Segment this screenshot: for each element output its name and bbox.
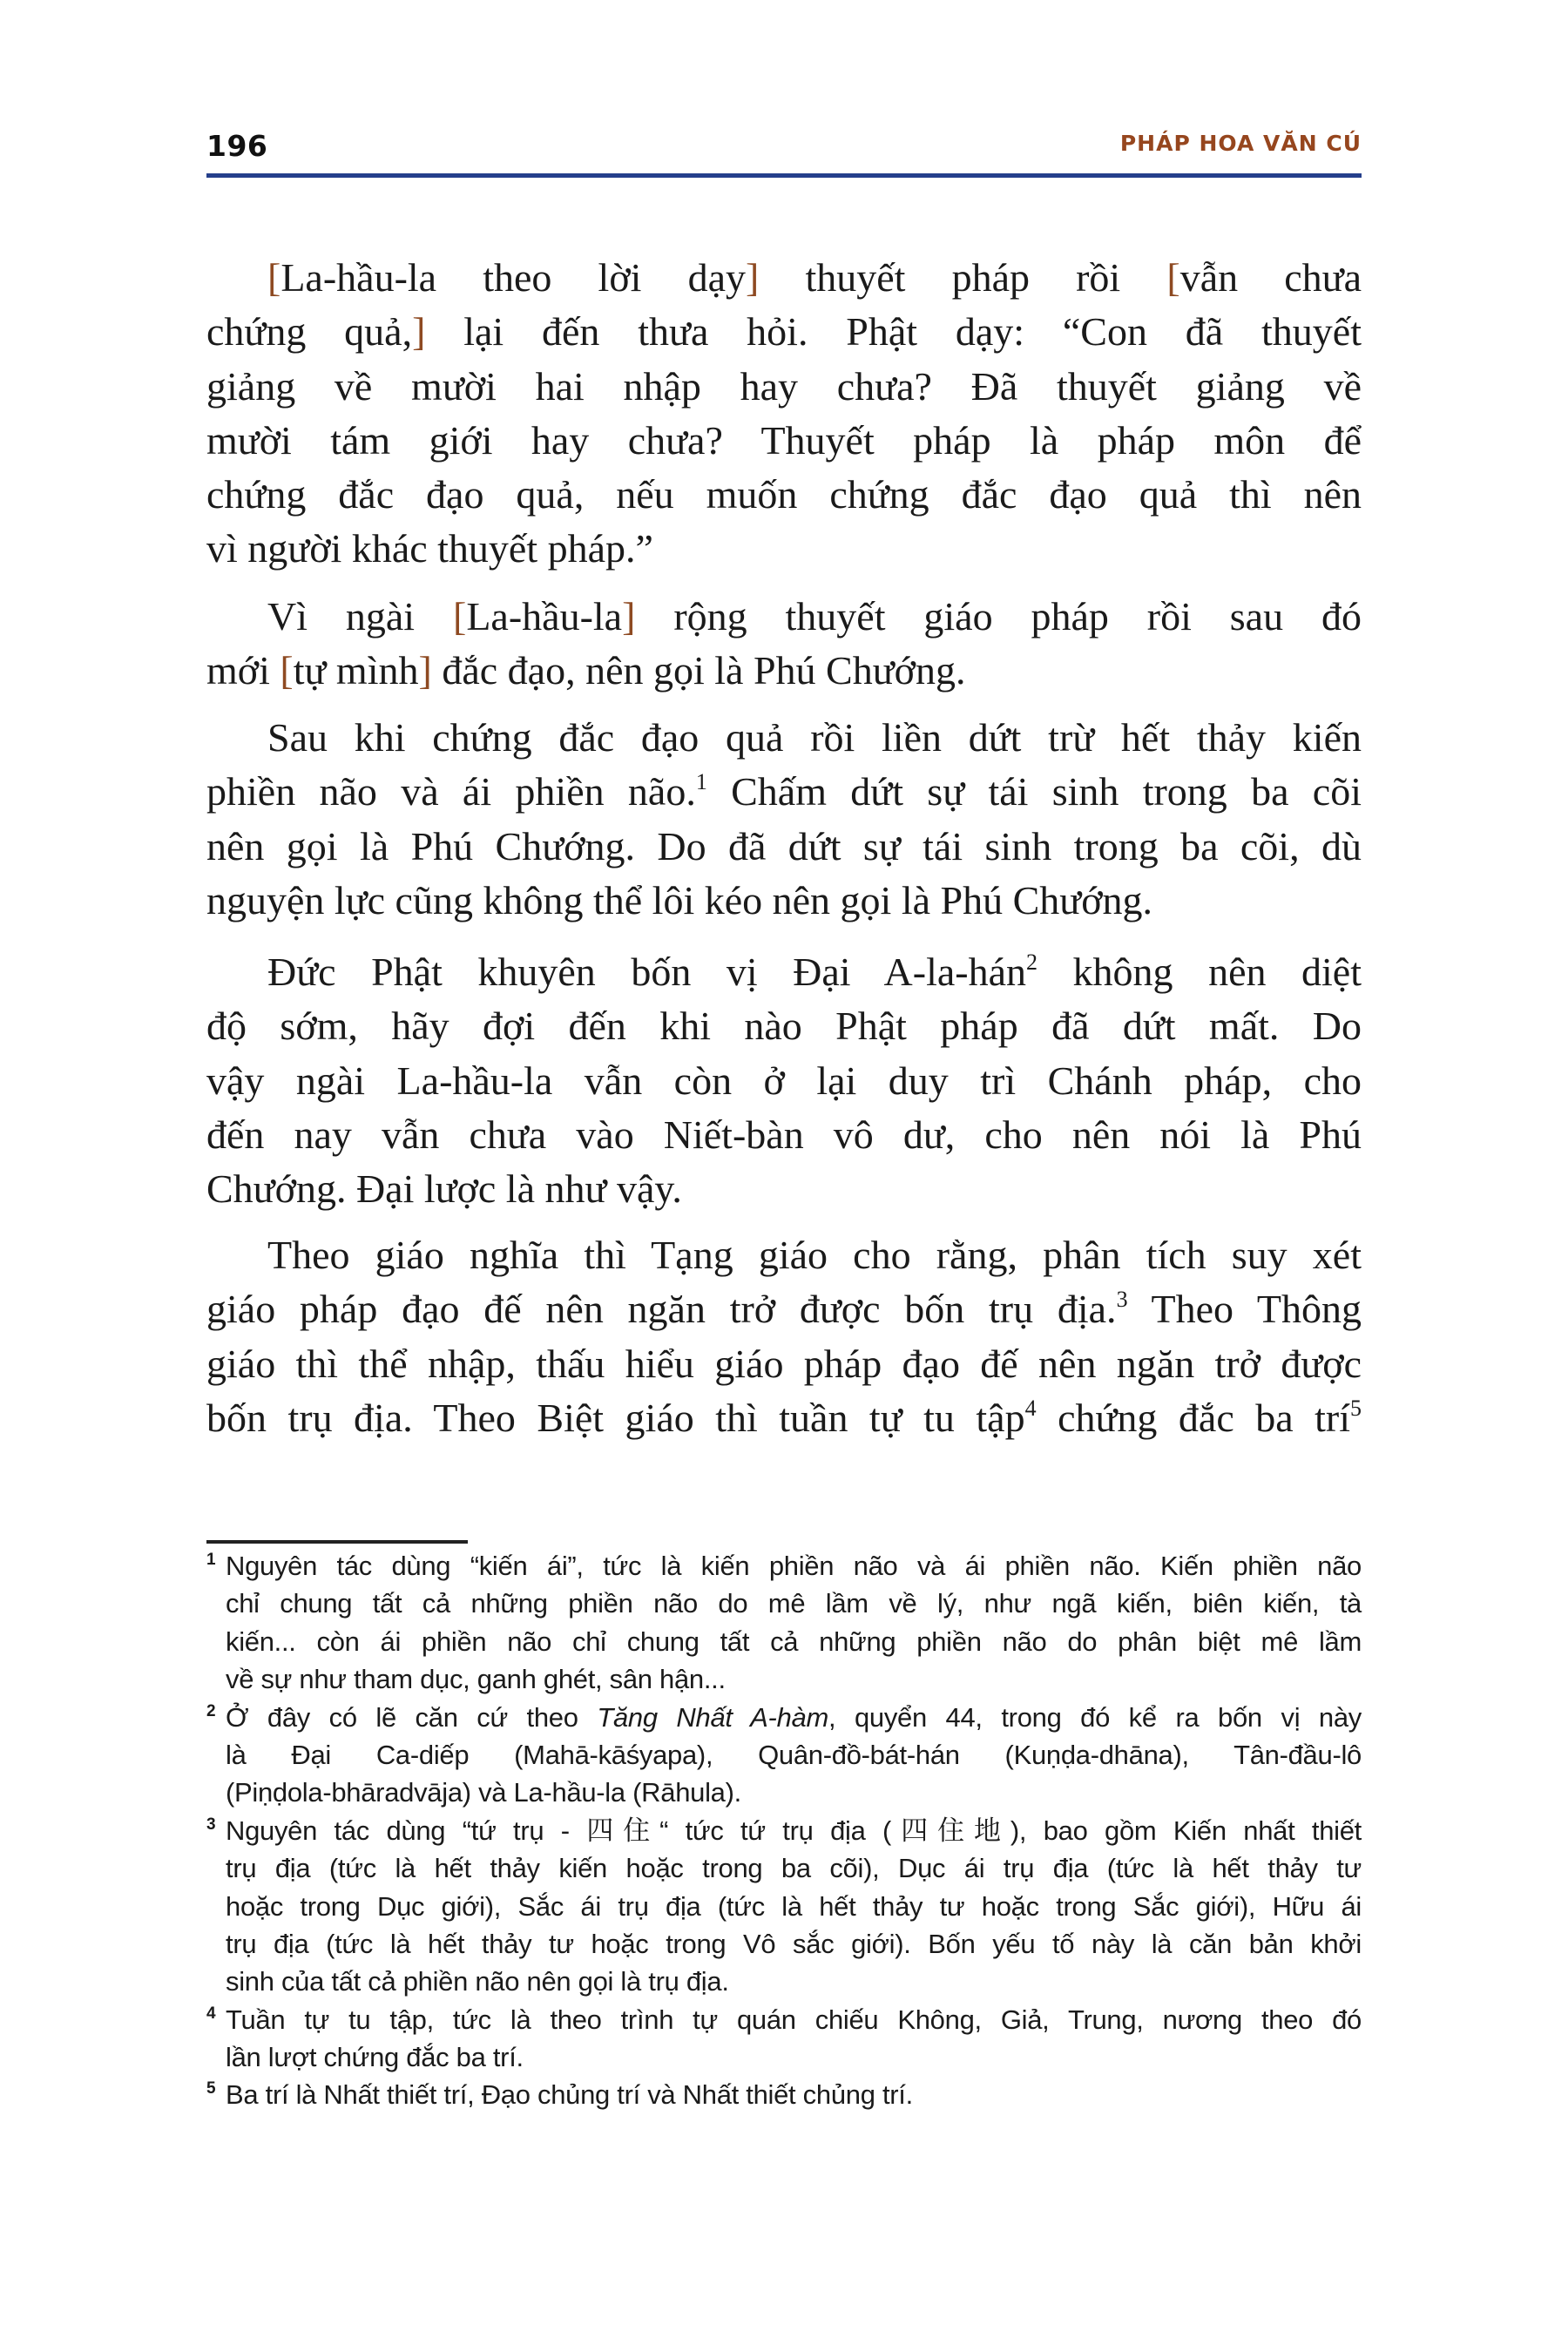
text-run: mười tám giới hay chưa? Thuyết pháp là pháp môn để	[206, 417, 1362, 463]
text-run: nên gọi là Phú Chướng. Do đã dứt sự tái sinh trong ba cõi, dù	[206, 823, 1362, 868]
text-run: chứng đắc đạo quả, nếu muốn chứng đắc đạo quả thì nên	[206, 472, 1362, 517]
footnote-line	[226, 1888, 1362, 1925]
footnote-line	[226, 2038, 1362, 2076]
text-run: tự mình	[293, 648, 419, 693]
text-run: (Piṇḍola-bhāradvāja) và La-hầu-la (Rāhula).	[226, 1777, 741, 1808]
footnote-3	[206, 1812, 1362, 2001]
text-run: đắc đạo, nên gọi là Phú Chướng.	[431, 648, 966, 693]
text-run: bốn trụ địa. Theo Biệt giáo thì tuần tự tu tập	[206, 1395, 1025, 1440]
paragraph-line	[206, 874, 1362, 928]
text-run: vậy ngài La-hầu-la vẫn còn ở lại duy trì Chánh pháp, cho	[206, 1058, 1362, 1103]
footnote-line	[226, 1925, 1362, 1963]
text-run: La-hầu-la	[466, 594, 623, 639]
text-run: Vì ngài	[267, 594, 453, 639]
text-run: Theo giáo nghĩa thì Tạng giáo cho rằng, phân tích suy xét	[267, 1233, 1362, 1277]
paragraph-line	[206, 251, 1362, 305]
footnote-reference: 2	[1026, 950, 1038, 975]
paragraph-line	[206, 644, 1362, 698]
text-run: Ba trí là Nhất thiết trí, Đạo chủng trí và Nhất thiết chủng trí.	[226, 2079, 913, 2111]
editorial-bracket: ]	[622, 594, 636, 639]
editorial-bracket: ]	[418, 648, 432, 693]
editorial-bracket: ]	[412, 309, 426, 355]
text-run: Tuần tự tu tập, tức là theo trình tự quán chiếu Không, Giả, Trung, nương theo đó	[226, 2004, 1362, 2035]
footnote-number: 2	[206, 1701, 216, 1720]
footnote-line	[226, 1812, 1362, 1849]
editorial-bracket: [	[267, 255, 281, 300]
paragraph-line	[206, 360, 1362, 414]
paragraph-line	[206, 765, 1362, 819]
text-run: La-hầu-la theo lời dạy	[280, 255, 746, 300]
paragraph-line	[206, 468, 1362, 522]
italic-title: Tăng Nhất A-hàm	[597, 1701, 828, 1733]
paragraph-line	[206, 1162, 1362, 1216]
paragraph-line	[206, 1108, 1362, 1162]
paragraph-line	[206, 945, 1362, 999]
editorial-bracket: [	[1166, 255, 1180, 300]
text-run: Đức Phật khuyên bốn vị Đại A-la-hán	[267, 950, 1027, 994]
text-run: đến nay vẫn chưa vào Niết-bàn vô dư, cho nên nói là Phú	[206, 1112, 1362, 1157]
footnote-line	[226, 1736, 1362, 1774]
text-run: sinh của tất cả phiền não nên gọi là trụ địa.	[226, 1966, 729, 1997]
editorial-bracket: [	[452, 594, 467, 639]
page-number: 196	[206, 129, 268, 163]
footnote-reference: 1	[695, 769, 707, 795]
paragraph-line	[206, 522, 1362, 576]
paragraph-line	[206, 414, 1362, 468]
paragraph-line	[206, 1228, 1362, 1282]
text-run: Nguyên tác dùng “tứ trụ - 四住“ tức tứ trụ địa (四住地), bao gồm Kiến nhất thiết	[226, 1815, 1362, 1846]
text-run: trụ địa (tức là hết thảy tư hoặc trong Vô sắc giới). Bốn yếu tố này là căn bản khởi	[226, 1928, 1362, 1959]
body-paragraph	[206, 945, 1362, 1216]
footnote-number: 1	[206, 1551, 216, 1569]
text-run: không nên diệt	[1037, 950, 1362, 994]
footnote-number: 3	[206, 1815, 216, 1834]
body-paragraph	[206, 251, 1362, 577]
text-run: độ sớm, hãy đợi đến khi nào Phật pháp đã dứt mất. Do	[206, 1004, 1362, 1049]
text-run: lần lượt chứng đắc ba trí.	[226, 2042, 524, 2073]
paragraph-line	[206, 1391, 1362, 1445]
body-paragraph	[206, 711, 1362, 928]
footnote-line	[226, 1623, 1362, 1660]
footnote-4	[206, 2001, 1362, 2077]
text-run: kiến... còn ái phiền não chỉ chung tất cả những phiền não do phân biệt mê lầm	[226, 1625, 1362, 1657]
footnote-line	[226, 1849, 1362, 1887]
paragraph-line	[206, 305, 1362, 359]
paragraph-line	[206, 820, 1362, 874]
text-run: mới	[206, 648, 280, 693]
text-run: Nguyên tác dùng “kiến ái”, tức là kiến phiền não và ái phiền não. Kiến phiền não	[226, 1551, 1362, 1581]
text-run: rộng thuyết giáo pháp rồi sau đó	[635, 594, 1362, 639]
text-run: , quyển 44, trong đó kể ra bốn vị này	[828, 1701, 1362, 1733]
footnote-1	[206, 1547, 1362, 1699]
text-run: lại đến thưa hỏi. Phật dạy: “Con đã thuyết	[425, 309, 1362, 355]
footnote-line	[226, 1547, 1362, 1585]
footnote-reference: 3	[1116, 1287, 1128, 1313]
text-run: trụ địa (tức là hết thảy kiến hoặc trong ba cõi), Dục ái trụ địa (tức là hết thảy tư	[226, 1853, 1362, 1884]
text-run: giáo thì thể nhập, thấu hiểu giáo pháp đạo đế nên ngăn trở được	[206, 1341, 1362, 1386]
footnote-line	[226, 2001, 1362, 2038]
body-paragraph	[206, 1228, 1362, 1445]
body-paragraph	[206, 590, 1362, 699]
text-run: vẫn chưa	[1179, 255, 1362, 300]
footnote-2	[206, 1699, 1362, 1812]
editorial-bracket: [	[280, 648, 294, 693]
text-run: phiền não và ái phiền não.	[206, 769, 696, 814]
text-run: là Đại Ca-diếp (Mahā-kāśyapa), Quân-đồ-bát-hán (Kuṇḍa-dhāna), Tân-đầu-lô	[226, 1739, 1362, 1770]
running-header	[206, 122, 1362, 166]
footnote-line	[226, 1585, 1362, 1622]
footnote-5	[206, 2076, 1362, 2113]
paragraph-line	[206, 1054, 1362, 1108]
text-run: giảng về mười hai nhập hay chưa? Đã thuyết giảng về	[206, 363, 1362, 409]
text-run: Sau khi chứng đắc đạo quả rồi liền dứt trừ hết thảy kiến	[267, 715, 1362, 760]
footnote-rule-divider	[206, 1540, 468, 1544]
footnote-line	[226, 1963, 1362, 2000]
header-rule-divider	[206, 173, 1362, 178]
text-run: thuyết pháp rồi	[759, 255, 1167, 300]
text-run: hoặc trong Dục giới), Sắc ái trụ địa (tức là hết thảy tư hoặc trong Sắc giới), Hữu ái	[226, 1890, 1362, 1922]
text-run: về sự như tham dục, ganh ghét, sân hận...	[226, 1664, 726, 1695]
text-run: Theo Thông	[1127, 1287, 1362, 1332]
footnote-line	[226, 1774, 1362, 1811]
text-run: chỉ chung tất cả những phiền não do mê lầm về lý, như ngã kiến, biên kiến, tà	[226, 1588, 1362, 1619]
paragraph-line	[206, 711, 1362, 765]
paragraph-line	[206, 1282, 1362, 1336]
text-run: nguyện lực cũng không thể lôi kéo nên gọi là Phú Chướng.	[206, 877, 1153, 923]
footnote-line	[226, 2076, 1362, 2113]
footnote-reference: 4	[1024, 1395, 1037, 1421]
text-run: vì người khác thuyết pháp.”	[206, 526, 653, 571]
footnote-number: 4	[206, 2004, 216, 2023]
text-run: chứng đắc ba trí	[1036, 1395, 1350, 1440]
paragraph-line	[206, 999, 1362, 1053]
footnote-reference: 5	[1350, 1395, 1362, 1421]
text-run: Chướng. Đại lược là như vậy.	[206, 1166, 682, 1212]
editorial-bracket: ]	[746, 255, 760, 300]
text-run: Ở đây có lẽ căn cứ theo	[226, 1701, 598, 1733]
footnote-number: 5	[206, 2079, 216, 2099]
footnote-line	[226, 1660, 1362, 1698]
text-run: giáo pháp đạo đế nên ngăn trở được bốn trụ địa.	[206, 1287, 1117, 1332]
book-title: PHÁP HOA VĂN CÚ	[1119, 131, 1362, 156]
paragraph-line	[206, 590, 1362, 644]
paragraph-line	[206, 1337, 1362, 1391]
footnotes-section	[206, 1547, 1362, 2114]
text-run: Chấm dứt sự tái sinh trong ba cõi	[706, 769, 1362, 814]
text-run: chứng quả,	[206, 309, 413, 355]
footnote-line	[226, 1699, 1362, 1736]
